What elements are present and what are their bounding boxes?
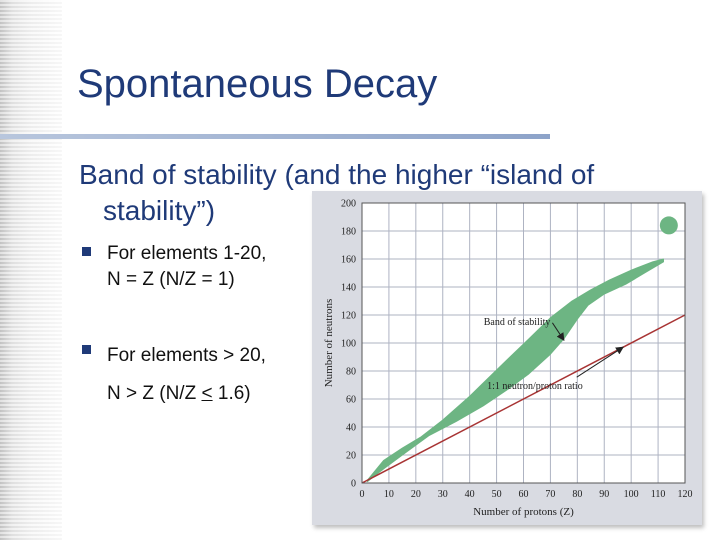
y-tick-label: 20	[346, 450, 356, 462]
x-tick-label: 0	[359, 489, 365, 500]
main-statement-line2: stability”)	[103, 195, 216, 226]
y-tick-label: 80	[346, 366, 356, 378]
x-tick-label: 10	[383, 489, 394, 500]
bullet-square-icon	[82, 247, 91, 256]
x-tick-label: 50	[491, 489, 502, 500]
bullet-square-icon	[82, 345, 91, 354]
y-axis-title: Number of neutrons	[323, 298, 335, 388]
annotation-label: Band of stability	[483, 316, 551, 328]
title-underline	[0, 134, 550, 139]
y-tick-label: 140	[341, 282, 356, 294]
y-tick-label: 200	[341, 198, 356, 210]
bullet-item-2	[107, 337, 266, 413]
stability-chart-svg	[312, 191, 702, 525]
bullet-1-line1: For elements 1-20,	[107, 243, 267, 264]
y-tick-label: 100	[341, 338, 356, 350]
bullet-2-line2-suffix: 1.6)	[212, 383, 251, 404]
x-tick-label: 90	[599, 489, 610, 500]
bullet-2-line2-prefix: N > Z (N/Z	[107, 383, 202, 404]
main-statement-line1: Band of stability (and the higher “island of	[79, 159, 595, 190]
y-tick-label: 180	[341, 226, 356, 238]
x-axis-title: Number of protons (Z)	[473, 506, 574, 518]
bullet-2-line1: For elements > 20,	[107, 345, 266, 366]
x-tick-label: 120	[677, 489, 693, 500]
y-tick-label: 60	[346, 394, 356, 406]
slide-title: Spontaneous Decay	[77, 62, 438, 106]
annotation-label: 1:1 neutron/proton ratio	[487, 381, 583, 393]
decorative-side-strip	[0, 0, 62, 540]
y-tick-label: 160	[341, 254, 356, 266]
stability-chart	[312, 191, 702, 525]
bullet-1-line2: N = Z (N/Z = 1)	[107, 269, 235, 290]
x-tick-label: 40	[464, 489, 475, 500]
y-tick-label: 0	[351, 478, 356, 490]
x-tick-label: 100	[623, 489, 639, 500]
x-tick-label: 20	[410, 489, 421, 500]
x-tick-label: 30	[437, 489, 448, 500]
bullet-2-less-than-or-equal-symbol: <	[201, 383, 213, 404]
x-tick-label: 110	[650, 489, 666, 500]
island-of-stability	[660, 216, 678, 234]
y-tick-label: 40	[346, 422, 356, 434]
x-tick-label: 70	[545, 489, 556, 500]
bullet-item-1	[107, 241, 266, 293]
x-tick-label: 60	[518, 489, 529, 500]
y-tick-label: 120	[341, 310, 356, 322]
x-tick-label: 80	[572, 489, 583, 500]
